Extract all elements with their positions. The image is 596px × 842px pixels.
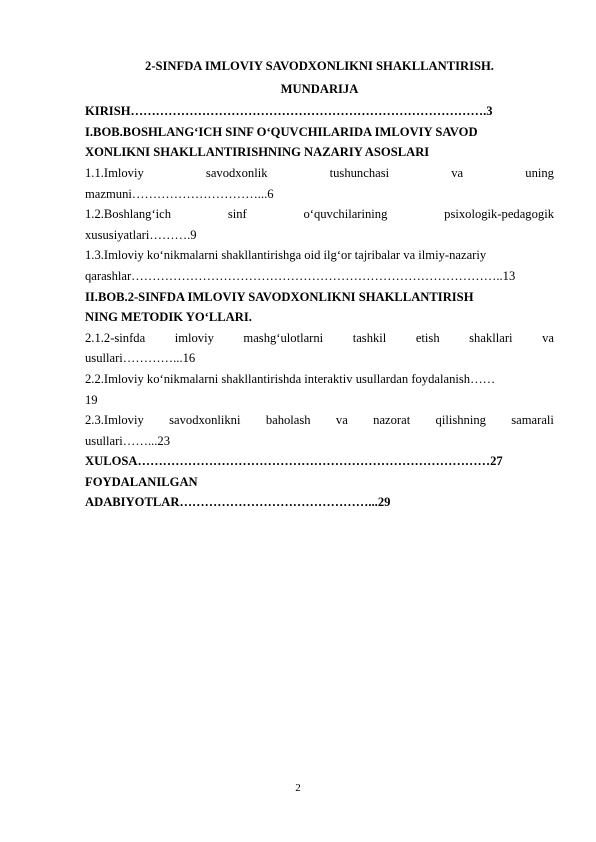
toc-word: 2.1.2-sinfda: [85, 330, 146, 345]
toc-content: [85, 56, 554, 513]
toc-section-1-2-line-2: xususiyatlari……….9: [85, 227, 197, 242]
document-title: 2-SINFDA IMLOVIY SAVODXONLIKNI SHAKLLANTIRISH.: [145, 59, 494, 73]
toc-section-1-3-line-1: 1.3.Imloviy ko‘nikmalarni shakllantirishga oid ilg‘or tajribalar va ilmiy-nazariy: [85, 248, 487, 263]
toc-word: va: [451, 165, 464, 180]
toc-section-2-2-line-1: 2.2.Imloviy ko‘nikmalarni shakllantirishda interaktiv usullardan foydalanish……: [85, 371, 496, 386]
toc-word: nazorat: [373, 413, 411, 428]
toc-section-1-2-line-1: [85, 204, 554, 225]
toc-word: tashkil: [352, 330, 387, 345]
toc-entry-kirish: KIRISH………………………………………………………………………….3: [85, 104, 493, 119]
toc-word: sinf: [227, 207, 247, 222]
toc-word: qilishning: [435, 413, 486, 428]
toc-chapter-2-line-1: II.BOB.2-SINFDA IMLOVIY SAVODXONLIKNI SHAKLLANTIRISH: [85, 289, 474, 304]
toc-word: va: [542, 330, 554, 345]
toc-word: va: [335, 413, 348, 428]
toc-word: savodxonlik: [205, 165, 268, 180]
toc-chapter-1-line-1: I.BOB.BOSHLANG‘ICH SINF O‘QUVCHILARIDA IMLOVIY SAVOD: [85, 124, 478, 139]
toc-word: imloviy: [174, 330, 214, 345]
toc-word: mashg‘ulotlarni: [243, 330, 324, 345]
toc-section-2-2-line-2: 19: [85, 392, 98, 407]
toc-word: etish: [415, 330, 440, 345]
toc-word: o‘quvchilarining: [303, 207, 388, 222]
toc-word: 2.3.Imloviy: [85, 413, 144, 428]
toc-section-1-3-line-2: qarashlar……………………………………………………………………………..13: [85, 268, 516, 283]
toc-section-2-1-line-2: usullari…………...16: [85, 351, 196, 366]
toc-word: uning: [525, 165, 554, 180]
toc-word: 1.1.Imloviy: [85, 165, 144, 180]
toc-heading: MUNDARIJA: [280, 81, 359, 96]
toc-entry-adabiyotlar-line-2: ADABIYOTLAR………………………………………...29: [85, 495, 391, 510]
toc-word: savodxonlikni: [169, 413, 241, 428]
toc-section-2-3-line-2: usullari……...23: [85, 433, 171, 448]
toc-section-2-3-line-1: [85, 410, 554, 431]
toc-word: baholash: [265, 413, 311, 428]
toc-chapter-2-line-2: NING METODIK YO‘LLARI.: [85, 310, 252, 325]
toc-chapter-1-line-2: XONLIKNI SHAKLLANTIRISHNING NAZARIY ASOSLARI: [85, 145, 430, 160]
toc-word: tushunchasi: [329, 165, 390, 180]
toc-entry-adabiyotlar-line-1: FOYDALANILGAN: [85, 474, 198, 489]
toc-section-1-1-line-1: [85, 163, 554, 184]
toc-section-1-1-line-2: mazmuni…………………………...6: [85, 186, 274, 201]
toc-entry-xulosa: XULOSA…………………………………………………………………………27: [85, 454, 503, 469]
page-number: 2: [295, 782, 301, 794]
toc-word: shakllari: [469, 330, 513, 345]
toc-word: samarali: [511, 413, 554, 428]
toc-word: 1.2.Boshlang‘ich: [85, 207, 172, 222]
toc-word: psixologik-pedagogik: [444, 207, 554, 222]
toc-section-2-1-line-1: [85, 328, 554, 349]
